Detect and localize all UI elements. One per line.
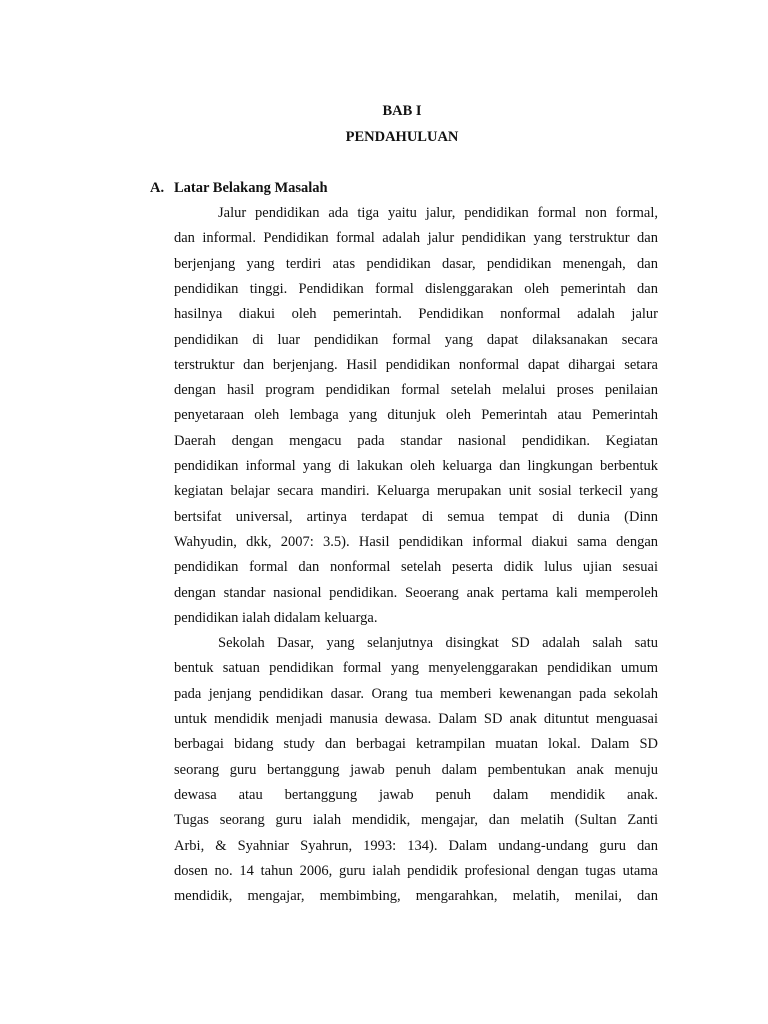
paragraph-1-line: Wahyudin, dkk, 2007: 3.5). Hasil pendidikan informal diakui sama dengan [174, 533, 658, 550]
section-marker: A. [150, 180, 165, 196]
paragraph-1-line: terstruktur dan berjenjang. Hasil pendidikan nonformal dapat dihargai setara [174, 356, 658, 373]
paragraph-1-line: penyetaraan oleh lembaga yang ditunjuk oleh Pemerintah atau Pemerintah [174, 407, 658, 424]
paragraph-2-line: berbagai bidang study dan berbagai ketrampilan muatan lokal. Dalam SD [174, 736, 658, 753]
paragraph-1-line: pendidikan formal dan nonformal setelah peserta didik lulus ujian sesuai [174, 559, 658, 576]
paragraph-1-line: Jalur pendidikan ada tiga yaitu jalur, pendidikan formal non formal, [218, 205, 658, 221]
paragraph-1-line: Daerah dengan mengacu pada standar nasional pendidikan. Kegiatan [174, 432, 658, 449]
paragraph-1-line: kegiatan belajar secara mandiri. Keluarga merupakan unit sosial terkecil yang [174, 483, 658, 500]
paragraph-1-line: pendidikan di luar pendidikan formal yang dapat dilaksanakan secara [174, 331, 658, 348]
paragraph-2-line: bentuk satuan pendidikan formal yang menyelenggarakan pendidikan umum [174, 660, 658, 677]
paragraph-2-line: seorang guru bertanggung jawab penuh dalam pembentukan anak menuju [174, 761, 658, 778]
paragraph-1-line: bertsifat universal, artinya terdapat di semua tempat di dunia (Dinn [174, 508, 658, 525]
chapter-title: PENDAHULUAN [345, 129, 459, 145]
paragraph-2-line: untuk mendidik menjadi manusia dewasa. Dalam SD anak dituntut menguasai [174, 711, 658, 727]
paragraph-1-line: dengan hasil program pendidikan formal setelah melalui proses penilaian [174, 382, 658, 399]
chapter-heading: BAB I [382, 103, 422, 119]
paragraph-2-line: pada jenjang pendidikan dasar. Orang tua memberi kewenangan pada sekolah [174, 685, 658, 702]
paragraph-2-line: Arbi, & Syahniar Syahrun, 1993: 134). Dalam undang-undang guru dan [174, 837, 658, 854]
paragraph-1-line: hasilnya diakui oleh pemerintah. Pendidikan nonformal adalah jalur [174, 306, 658, 323]
paragraph-2-line: dosen no. 14 tahun 2006, guru ialah pendidik profesional dengan tugas utama [174, 862, 658, 879]
paragraph-2-line: Tugas seorang guru ialah mendidik, mengajar, dan melatih (Sultan Zanti [174, 812, 658, 829]
paragraph-2-line: mendidik, mengajar, membimbing, mengarahkan, melatih, menilai, dan [174, 888, 658, 905]
paragraph-2-line: Sekolah Dasar, yang selanjutnya disingkat SD adalah salah satu [218, 635, 658, 652]
paragraph-1-line: pendidikan tinggi. Pendidikan formal dislenggarakan oleh pemerintah dan [174, 280, 658, 297]
paragraph-1-line: dan informal. Pendidikan formal adalah jalur pendidikan yang terstruktur dan [174, 230, 658, 247]
section-title: Latar Belakang Masalah [174, 180, 328, 196]
paragraph-1-line: dengan standar nasional pendidikan. Seoerang anak pertama kali memperoleh [174, 584, 658, 601]
paragraph-2-line: dewasa atau bertanggung jawab penuh dalam mendidik anak. [174, 786, 658, 803]
paragraph-1-line: pendidikan ialah didalam keluarga. [174, 609, 378, 626]
paragraph-1-line: berjenjang yang terdiri atas pendidikan dasar, pendidikan menengah, dan [174, 255, 658, 272]
paragraph-1-line: pendidikan informal yang di lakukan oleh keluarga dan lingkungan berbentuk [174, 458, 658, 474]
